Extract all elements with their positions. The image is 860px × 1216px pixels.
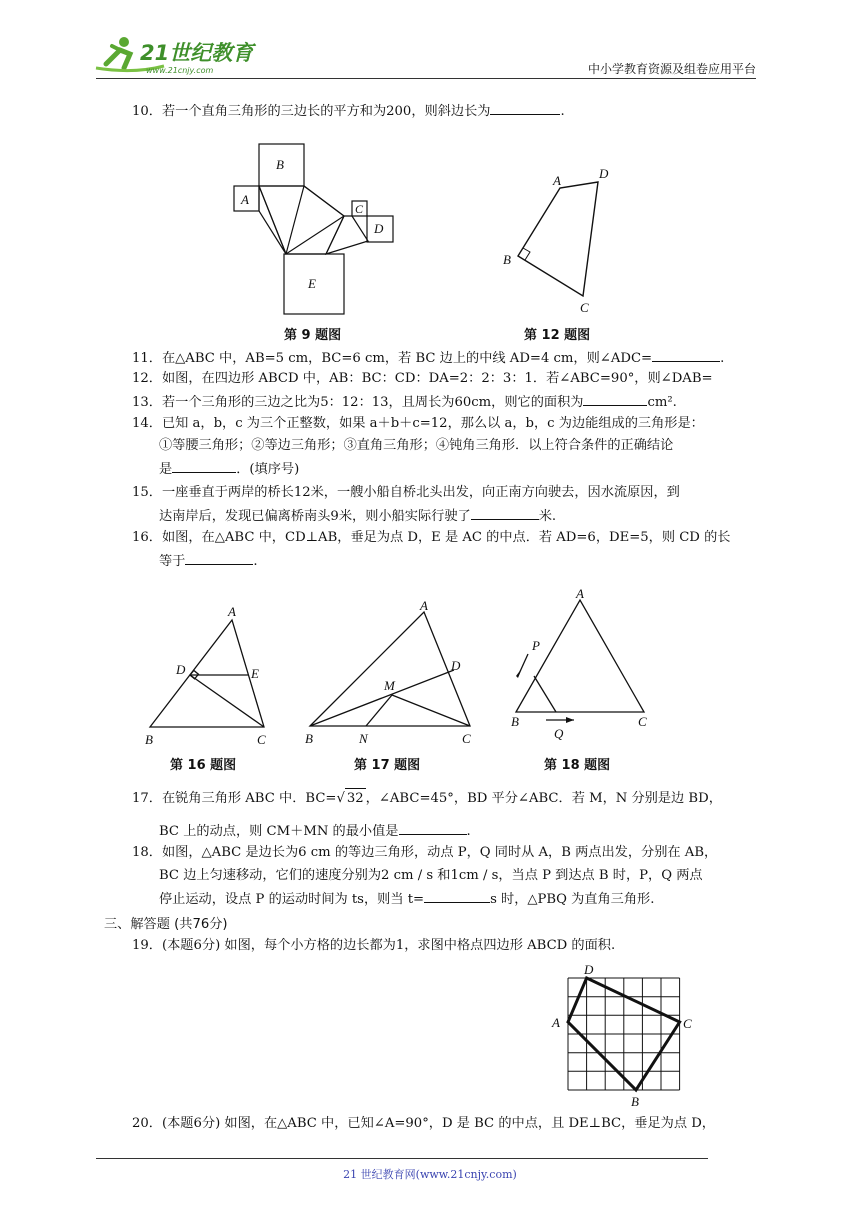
svg-text:A: A <box>228 604 236 619</box>
svg-text:A: A <box>420 598 428 613</box>
figure-9-squares <box>228 140 400 318</box>
svg-text:B: B <box>503 252 511 267</box>
figure-17-triangle <box>300 598 480 748</box>
question-15: 15．一座垂直于两岸的桥长12米，一艘小船自桥北头出发，向正南方向驶去，因水流原因，到 <box>132 485 680 500</box>
figure-12-caption: 第 12 题图 <box>524 328 591 343</box>
header-divider <box>96 78 756 79</box>
svg-text:A: A <box>552 1015 560 1030</box>
question-17: 17．在锐角三角形 ABC 中．BC=√ 32 ，∠ABC=45°，BD 平分∠ABC．若 M，N 分别是边 BD， <box>132 788 722 809</box>
svg-text:C: C <box>638 714 647 729</box>
svg-text:Q: Q <box>554 726 564 741</box>
svg-text:D: D <box>374 221 384 236</box>
answer-blank <box>490 100 560 115</box>
svg-text:N: N <box>359 731 368 746</box>
svg-text:C: C <box>683 1016 692 1031</box>
site-logo <box>94 28 264 78</box>
svg-text:D: D <box>451 658 461 673</box>
question-text: 若一个直角三角形的三边长的平方和为200，则斜边长为 <box>161 104 491 119</box>
svg-text:C: C <box>462 731 471 746</box>
svg-text:E: E <box>308 276 316 291</box>
svg-text:A: A <box>576 586 584 601</box>
svg-text:A: A <box>241 192 249 207</box>
svg-text:A: A <box>553 173 561 188</box>
question-16: 16．如图，在△ABC 中，CD⊥AB，垂足为点 D，E 是 AC 的中点．若 AD=6，DE=5，则 CD 的长 <box>132 530 731 545</box>
question-14: 14．已知 a，b，c 为三个正整数，如果 a＋b＋c=12，那么以 a，b，c 为边能组成的三角形是： <box>132 416 704 431</box>
figure-19-grid <box>548 962 708 1110</box>
figure-16-caption: 第 16 题图 <box>170 758 237 773</box>
footer-divider <box>96 1158 708 1159</box>
question-11: 11．在△ABC 中，AB=5 cm，BC=6 cm，若 BC 边上的中线 AD=4 cm，则∠ADC= . <box>132 347 724 369</box>
question-12: 12．如图，在四边形 ABCD 中，AB：BC：CD：DA=2：2：3：1．若∠ABC=90°，则∠DAB= <box>132 371 713 386</box>
logo-text: 21世纪教育 <box>140 41 254 65</box>
svg-text:B: B <box>305 731 313 746</box>
footer-link[interactable]: 21 世纪教育网(www.21cnjy.com) <box>343 1168 517 1181</box>
question-10: 10．若一个直角三角形的三边长的平方和为200，则斜边长为 . <box>132 100 565 122</box>
figure-12-quadrilateral <box>498 160 618 320</box>
svg-text:D: D <box>599 166 609 181</box>
logo-url: www.21cnjy.com <box>146 66 214 75</box>
question-20: 20．(本题6分) 如图，在△ABC 中，已知∠A=90°，D 是 BC 的中点，且 DE⊥BC，垂足为点 D， <box>132 1116 715 1131</box>
figure-16-triangle <box>140 602 280 748</box>
figure-9-caption: 第 9 题图 <box>284 328 342 343</box>
svg-text:D: D <box>176 662 186 677</box>
figure-17-caption: 第 17 题图 <box>354 758 421 773</box>
platform-name: 中小学教育资源及组卷应用平台 <box>587 62 756 76</box>
question-19: 19．(本题6分) 如图，每个小方格的边长都为1，求图中格点四边形 ABCD 的面积. <box>132 938 616 953</box>
section-heading: 三、解答题 (共76分) <box>104 917 228 932</box>
svg-text:C: C <box>257 732 266 747</box>
question-number: 10． <box>132 104 162 119</box>
svg-text:B: B <box>145 732 153 747</box>
svg-text:B: B <box>511 714 519 729</box>
figure-18-triangle <box>506 586 656 746</box>
svg-text:M: M <box>384 678 395 693</box>
svg-text:B: B <box>276 157 284 172</box>
figure-18-caption: 第 18 题图 <box>544 758 611 773</box>
svg-text:C: C <box>580 300 589 315</box>
svg-text:E: E <box>251 666 259 681</box>
svg-text:C: C <box>355 202 364 216</box>
svg-text:P: P <box>532 638 540 653</box>
svg-text:D: D <box>584 962 594 977</box>
svg-text:B: B <box>631 1094 639 1109</box>
question-13: 13．若一个三角形的三边之比为5：12：13，且周长为60cm，则它的面积为 cm². <box>132 391 677 413</box>
question-18: 18．如图，△ABC 是边长为6 cm 的等边三角形，动点 P，Q 同时从 A，B 两点出发，分别在 AB， <box>132 845 718 860</box>
